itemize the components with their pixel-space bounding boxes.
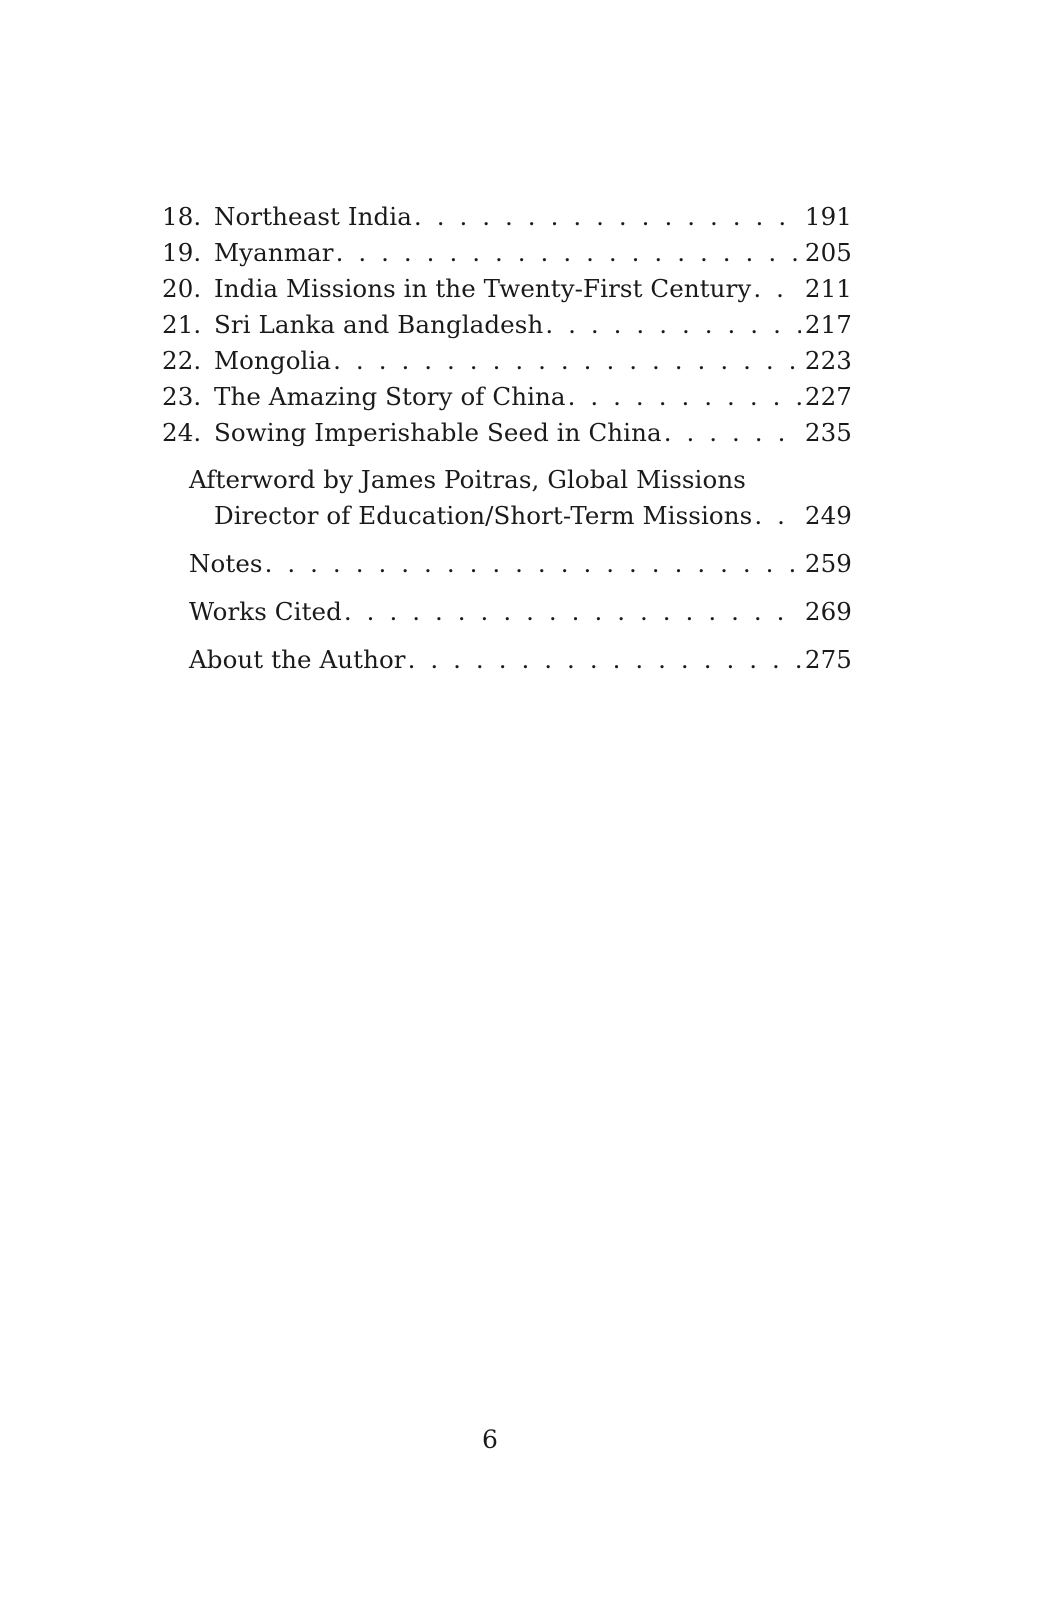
page-folio: 6: [482, 1425, 498, 1454]
toc-entry-works-cited[interactable]: [162, 594, 852, 630]
chapter-title: Myanmar: [214, 238, 334, 267]
toc-entry-about-the-author[interactable]: [162, 642, 852, 678]
chapter-title: Sri Lanka and Bangladesh: [214, 310, 544, 339]
toc-entry-chapter-24[interactable]: [162, 415, 852, 451]
chapter-number: 21.: [162, 310, 202, 339]
page-number: 275: [804, 645, 852, 674]
dot-leader: [336, 235, 801, 271]
page-number: 217: [804, 310, 852, 339]
dot-leader: [414, 199, 801, 235]
toc-entry-chapter-19[interactable]: [162, 235, 852, 271]
afterword-title-line-2: Director of Education/Short-Term Missions: [214, 501, 753, 530]
chapter-title: India Missions in the Twenty-First Century: [214, 274, 752, 303]
dot-leader: [754, 498, 801, 534]
dot-leader: [333, 343, 801, 379]
toc-entry-chapter-18[interactable]: [162, 199, 852, 235]
dot-leader: [568, 379, 801, 415]
page-number: 205: [804, 238, 852, 267]
toc-entry-afterword[interactable]: [162, 462, 852, 534]
entry-title: Works Cited: [189, 597, 342, 626]
page-number: 235: [804, 418, 852, 447]
chapter-number: 20.: [162, 274, 202, 303]
page-number: 211: [804, 274, 852, 303]
afterword-title-line-1: Afterword by James Poitras, Global Missions: [189, 465, 746, 494]
toc-entry-chapter-20[interactable]: [162, 271, 852, 307]
chapter-number: 18.: [162, 202, 202, 231]
chapter-number: 19.: [162, 238, 202, 267]
chapter-number: 23.: [162, 382, 202, 411]
dot-leader: [753, 271, 801, 307]
page-number: 249: [804, 501, 852, 530]
toc-entry-notes[interactable]: [162, 546, 852, 582]
page-number: 191: [804, 202, 852, 231]
chapter-number: 22.: [162, 346, 202, 375]
chapter-title: The Amazing Story of China: [214, 382, 566, 411]
page-number: 269: [804, 597, 852, 626]
dot-leader: [664, 415, 801, 451]
chapter-title: Mongolia: [214, 346, 332, 375]
dot-leader: [344, 594, 801, 630]
chapter-number: 24.: [162, 418, 202, 447]
toc-entry-chapter-22[interactable]: [162, 343, 852, 379]
entry-title: About the Author: [189, 645, 406, 674]
toc-entry-chapter-23[interactable]: [162, 379, 852, 415]
toc-entry-chapter-21[interactable]: [162, 307, 852, 343]
page-number: 227: [804, 382, 852, 411]
dot-leader: [265, 546, 801, 582]
table-of-contents: [162, 199, 852, 678]
dot-leader: [408, 642, 801, 678]
page-number: 223: [804, 346, 852, 375]
dot-leader: [545, 307, 801, 343]
chapter-title: Sowing Imperishable Seed in China: [214, 418, 662, 447]
chapter-title: Northeast India: [214, 202, 412, 231]
entry-title: Notes: [189, 549, 263, 578]
page-number: 259: [804, 549, 852, 578]
